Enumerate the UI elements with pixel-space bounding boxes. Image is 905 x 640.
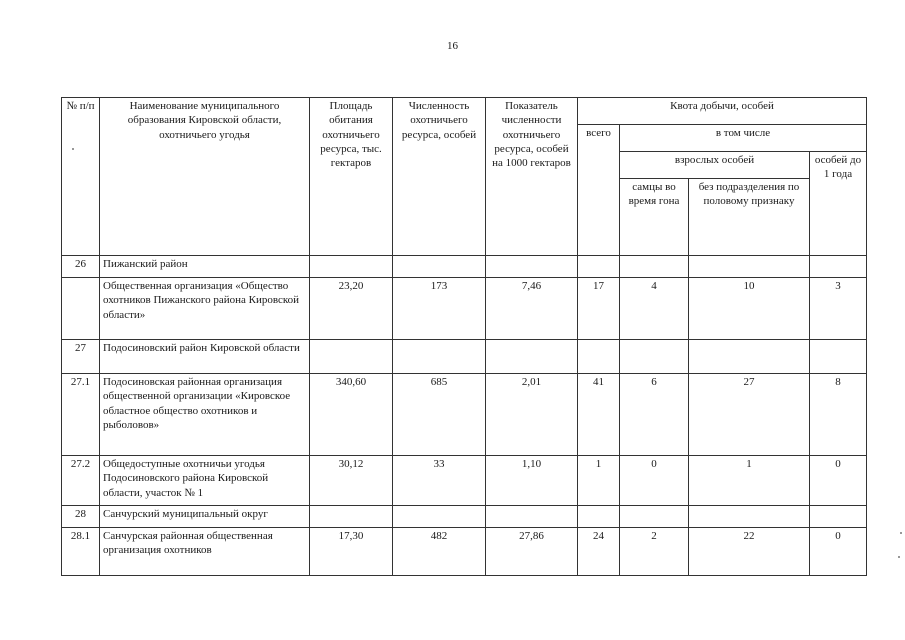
page-number: 16: [447, 40, 458, 52]
row-total: 1: [578, 456, 620, 506]
table-row: [62, 456, 867, 506]
row-area: [310, 340, 393, 374]
row-total: 24: [578, 528, 620, 576]
row-under-year: 0: [810, 528, 867, 576]
header-num: № п/п: [62, 98, 100, 256]
row-index: 2,01: [486, 374, 578, 456]
row-count: [393, 506, 486, 528]
row-no-sex: 27: [689, 374, 810, 456]
row-num: 28.1: [62, 528, 100, 576]
header-count: Численность охотничьего ресурса, особей: [393, 98, 486, 256]
row-count: 173: [393, 278, 486, 340]
row-area: 17,30: [310, 528, 393, 576]
table-row: [62, 506, 867, 528]
row-area: 340,60: [310, 374, 393, 456]
row-count: 482: [393, 528, 486, 576]
row-name: Санчурская районная общественная организация охотников: [100, 528, 310, 576]
scan-artifact: [898, 556, 900, 558]
row-name: Подосиновский район Кировской области: [100, 340, 310, 374]
row-index: 27,86: [486, 528, 578, 576]
row-no-sex: [689, 340, 810, 374]
row-num: 27.2: [62, 456, 100, 506]
row-males-rut: [620, 256, 689, 278]
row-total: [578, 256, 620, 278]
row-count: 33: [393, 456, 486, 506]
row-under-year: 3: [810, 278, 867, 340]
table-row: [62, 340, 867, 374]
scan-artifact: [72, 148, 74, 150]
row-no-sex: [689, 256, 810, 278]
row-males-rut: [620, 506, 689, 528]
row-area: [310, 256, 393, 278]
table-row: [62, 528, 867, 576]
header-under-year: особей до 1 года: [810, 152, 867, 256]
row-count: [393, 340, 486, 374]
row-count: 685: [393, 374, 486, 456]
row-no-sex: 1: [689, 456, 810, 506]
row-index: 1,10: [486, 456, 578, 506]
row-area: 30,12: [310, 456, 393, 506]
row-total: 41: [578, 374, 620, 456]
row-no-sex: 22: [689, 528, 810, 576]
header-adults: взрослых особей: [620, 152, 810, 179]
row-index: 7,46: [486, 278, 578, 340]
row-num: 27: [62, 340, 100, 374]
row-males-rut: 0: [620, 456, 689, 506]
row-index: [486, 506, 578, 528]
row-under-year: [810, 340, 867, 374]
row-males-rut: 2: [620, 528, 689, 576]
row-no-sex: 10: [689, 278, 810, 340]
row-num: 28: [62, 506, 100, 528]
row-area: 23,20: [310, 278, 393, 340]
header-quota: Квота добычи, особей: [578, 98, 867, 125]
header-including: в том числе: [620, 125, 867, 152]
table-row: [62, 256, 867, 278]
row-under-year: [810, 506, 867, 528]
row-under-year: [810, 256, 867, 278]
header-males-rut: самцы во время гона: [620, 179, 689, 256]
row-count: [393, 256, 486, 278]
header-area: Площадь обитания охотничьего ресурса, тыс. гектаров: [310, 98, 393, 256]
row-name: Общедоступные охотничьи угодья Подосиновского района Кировской области, участок № 1: [100, 456, 310, 506]
row-name: Санчурский муниципальный округ: [100, 506, 310, 528]
row-total: 17: [578, 278, 620, 340]
row-name: Подосиновская районная организация общественной организации «Кировское областное общество охотников и рыболовов»: [100, 374, 310, 456]
row-males-rut: [620, 340, 689, 374]
row-num: 26: [62, 256, 100, 278]
row-name: Пижанский район: [100, 256, 310, 278]
row-index: [486, 340, 578, 374]
row-total: [578, 506, 620, 528]
row-no-sex: [689, 506, 810, 528]
row-total: [578, 340, 620, 374]
row-males-rut: 4: [620, 278, 689, 340]
row-under-year: 0: [810, 456, 867, 506]
row-area: [310, 506, 393, 528]
header-index: Показатель численности охотничьего ресурса, особей на 1000 гектаров: [486, 98, 578, 256]
header-no-sex: без подразделения по половому признаку: [689, 179, 810, 256]
header-total: всего: [578, 125, 620, 256]
row-num: [62, 278, 100, 340]
header-name: Наименование муниципального образования Кировской области, охотничьего угодья: [100, 98, 310, 256]
table-row: [62, 278, 867, 340]
table-row: [62, 374, 867, 456]
row-num: 27.1: [62, 374, 100, 456]
row-index: [486, 256, 578, 278]
quota-table: [61, 97, 867, 576]
scan-artifact: [900, 532, 902, 534]
table-body: [62, 256, 867, 576]
row-name: Общественная организация «Общество охотников Пижанского района Кировской области»: [100, 278, 310, 340]
row-under-year: 8: [810, 374, 867, 456]
row-males-rut: 6: [620, 374, 689, 456]
